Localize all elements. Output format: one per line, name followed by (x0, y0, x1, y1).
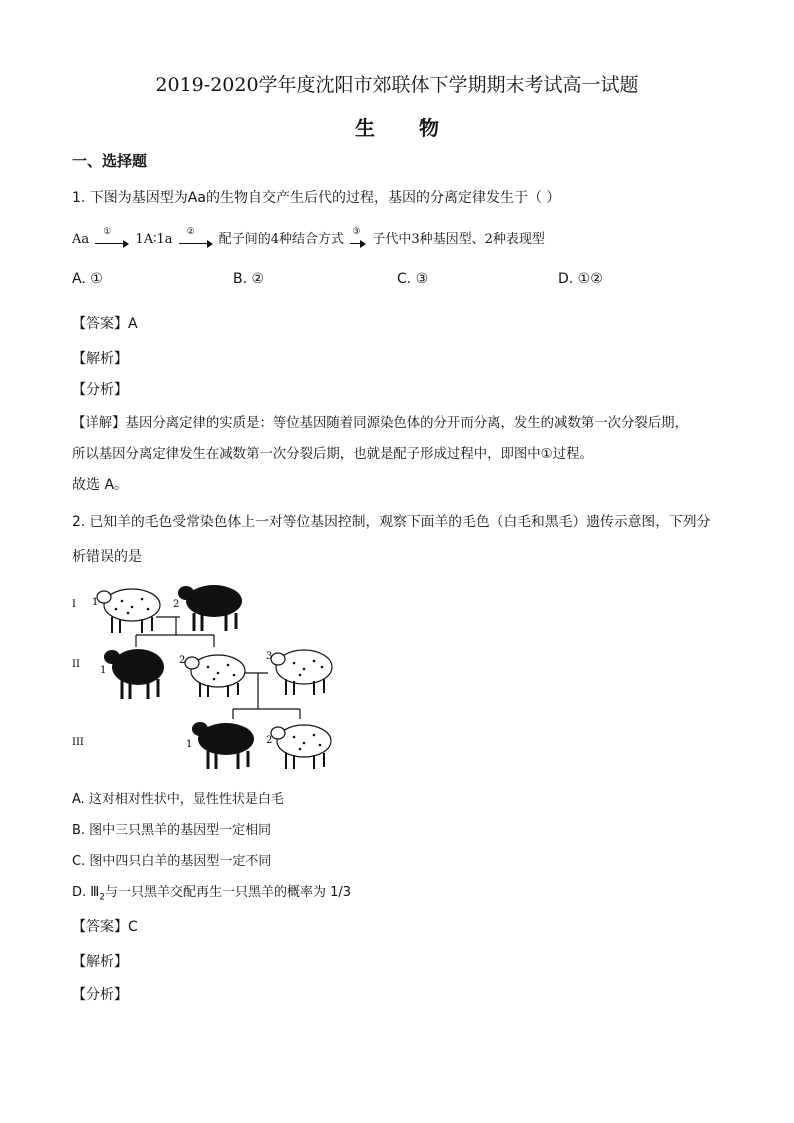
q2-jiexi-label: 【解析】 (72, 954, 128, 970)
gen-label-3: III (72, 737, 84, 748)
q1-answer: 【答案】A (72, 316, 138, 332)
q2-option-d-subscript: 2 (99, 892, 105, 903)
sheep-icon-III-1 (192, 722, 254, 769)
q1-option-b: B. ② (233, 271, 265, 287)
subject-char-2: 物 (419, 116, 439, 140)
flow-arrow-1 (95, 227, 129, 247)
q1-jiexi-label: 【解析】 (72, 351, 128, 367)
sheep-pedigree-diagram (68, 575, 368, 780)
q2-option-d-prefix: D. Ⅲ (72, 885, 100, 900)
sheep-icon-II-1 (104, 649, 164, 699)
flow-end: 子代中3种基因型、2种表现型 (372, 232, 545, 247)
num-I-2: 2 (173, 599, 180, 610)
flow-arrow-3 (350, 227, 366, 247)
q2-stem-line1: 2. 已知羊的毛色受常染色体上一对等位基因控制，观察下面羊的毛色（白毛和黑毛）遗传示意图，下列分 (72, 514, 711, 530)
num-III-2: 2 (266, 735, 273, 746)
document-title: 2019-2020学年度沈阳市郊联体下学期期末考试高一试题 (155, 74, 639, 96)
q1-option-a: A. ① (72, 271, 103, 287)
gen-label-2: II (72, 659, 80, 670)
flow-mid-2: 配子间的4种结合方式 (218, 232, 345, 247)
q2-answer: 【答案】C (72, 919, 138, 935)
flow-arrow-1-label: ① (103, 227, 112, 237)
num-II-2: 2 (179, 655, 186, 666)
sheep-icon-II-3 (271, 650, 332, 695)
q2-option-d (72, 881, 351, 903)
q1-option-c: C. ③ (397, 271, 429, 287)
gen-label-1: I (72, 599, 76, 610)
sheep-icon-I-1 (97, 589, 160, 633)
q1-conclusion: 故选 A。 (72, 477, 129, 493)
flow-arrow-2-label: ② (186, 227, 195, 237)
q2-option-d-suffix: 与一只黑羊交配再生一只黑羊的概率为 1/3 (104, 885, 352, 900)
q2-option-a: A. 这对相对性状中，显性性状是白毛 (72, 792, 284, 807)
num-II-1: 1 (100, 665, 107, 676)
q1-detail-line2: 所以基因分离定律发生在减数第一次分裂后期，也就是配子形成过程中，即图中①过程。 (72, 447, 593, 462)
flow-arrow-3-label: ③ (352, 227, 361, 237)
num-I-1: 1 (92, 597, 99, 608)
flow-start: Aa (72, 232, 90, 247)
sheep-icon-I-2 (178, 585, 242, 631)
q1-stem: 1. 下图为基因型为Aa的生物自交产生后代的过程，基因的分离定律发生于（ ） (72, 190, 561, 206)
q1-option-d: D. ①② (558, 271, 603, 287)
subject-heading (0, 112, 794, 141)
flow-arrow-2 (179, 227, 213, 247)
q2-option-b: B. 图中三只黑羊的基因型一定相同 (72, 823, 272, 838)
q1-fenxi-label: 【分析】 (72, 382, 128, 398)
subject-char-1: 生 (355, 116, 375, 140)
num-III-1: 1 (186, 739, 193, 750)
q2-option-c: C. 图中四只白羊的基因型一定不同 (72, 854, 272, 869)
flow-mid-1: 1A∶1a (135, 232, 173, 247)
q1-flow-diagram (72, 228, 545, 248)
q2-fenxi-label: 【分析】 (72, 987, 128, 1003)
section-heading: 一、选择题 (72, 152, 148, 170)
num-II-3: 3 (266, 651, 273, 662)
sheep-icon-II-2 (185, 655, 245, 697)
q1-detail-line1: 【详解】基因分离定律的实质是：等位基因随着同源染色体的分开而分离，发生的减数第一次分裂后期， (72, 416, 688, 431)
sheep-icon-III-2 (271, 725, 331, 769)
q2-stem-line2: 析错误的是 (72, 549, 142, 565)
